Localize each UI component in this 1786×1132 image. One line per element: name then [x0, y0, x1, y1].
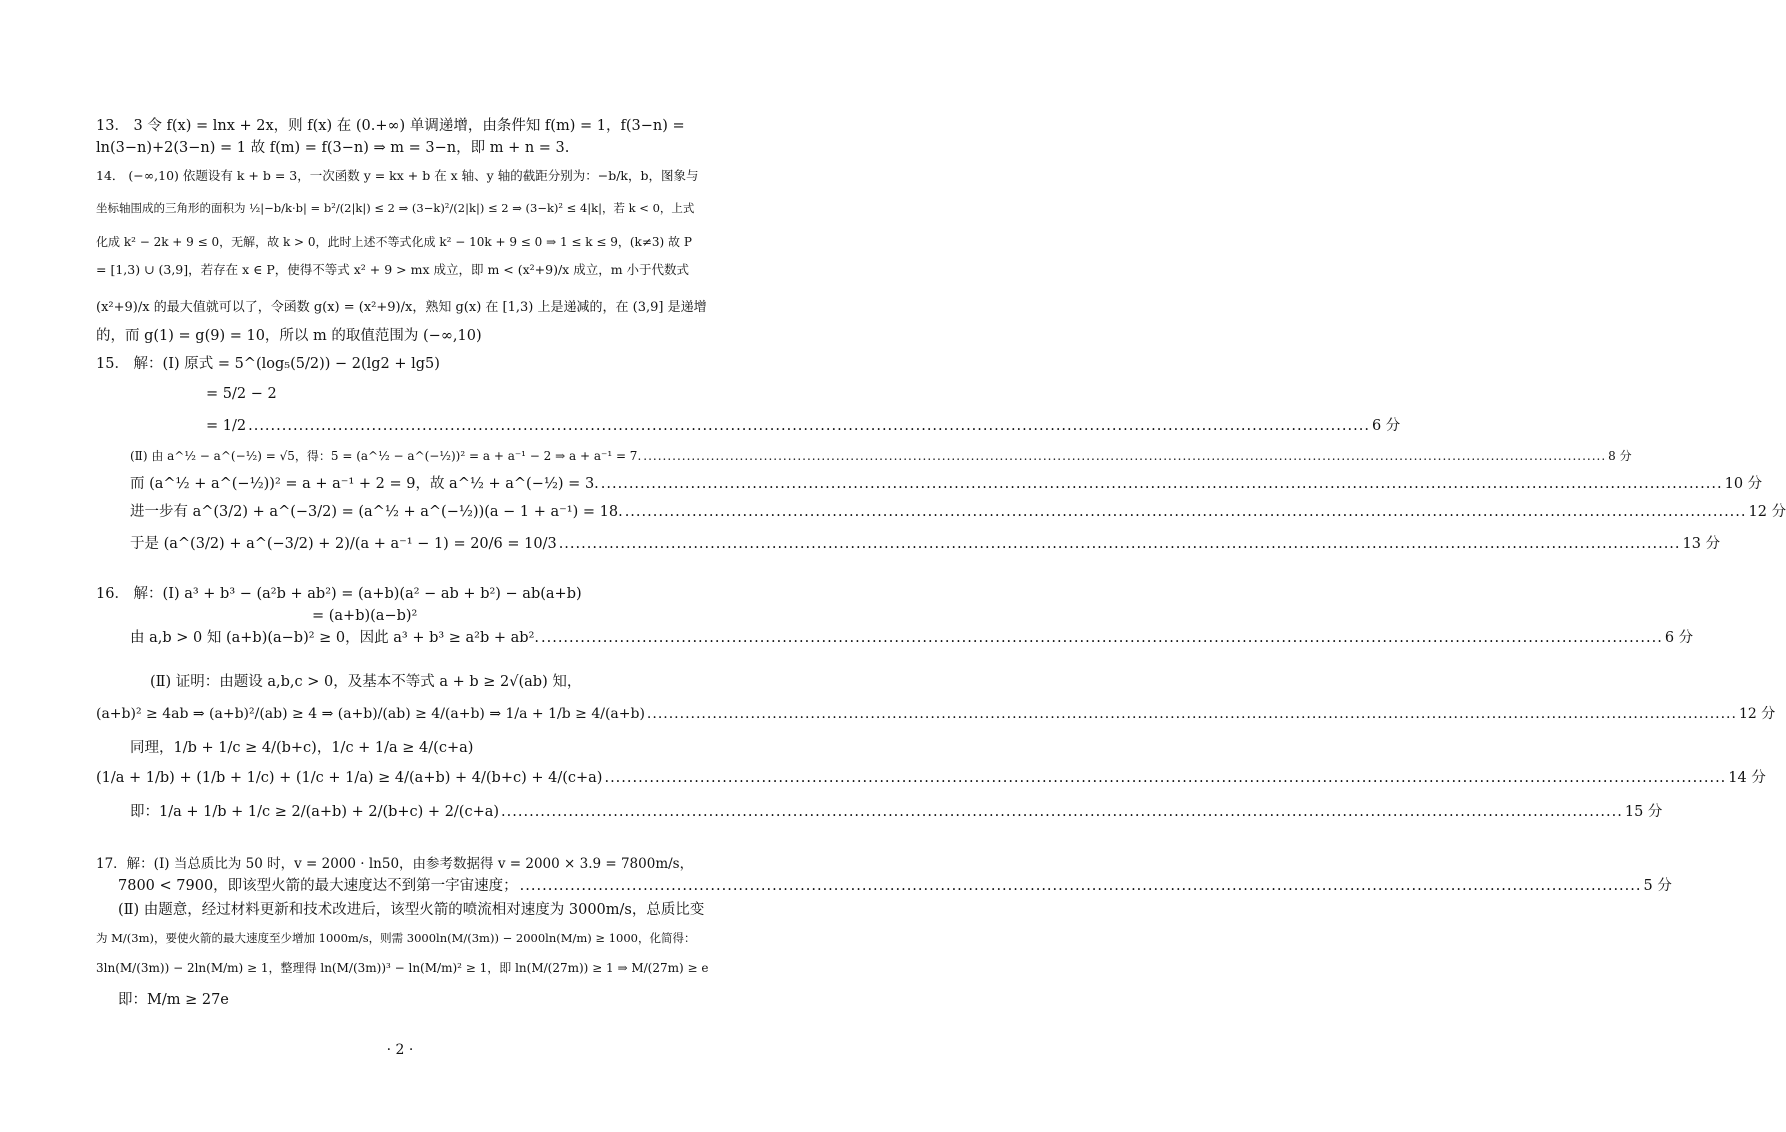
page-number: · 2 · [386, 1042, 414, 1058]
problem-16-line-2: = (a+b)(a−b)² [312, 608, 418, 624]
problem-16-line-1: 16． 解：(I) a³ + b³ − (a²b + ab²) = (a+b)(a² − ab + b²) − ab(a+b) [96, 586, 582, 602]
dot-leader: ........................................................................................................................................................................................................ [248, 418, 1370, 434]
score-label: 6 分 [1371, 418, 1401, 434]
expression: 进一步有 a^(3/2) + a^(−3/2) = (a^½ + a^(−½))(a − 1 + a⁻¹) = 18. [130, 504, 623, 520]
score-label: 15 分 [1624, 804, 1663, 820]
problem-14-line-3: 化成 k² − 2k + 9 ≤ 0，无解，故 k > 0，此时上述不等式化成 k² − 10k + 9 ≤ 0 ⇒ 1 ≤ k ≤ 9，(k≠3) 故 P [96, 235, 692, 249]
problem-14-line-4: = [1,3) ∪ (3,9]，若存在 x ∈ P，使得不等式 x² + 9 > mx 成立，即 m < (x²+9)/x 成立，m 小于代数式 [96, 262, 690, 277]
problem-16-line-3 [130, 628, 1694, 648]
score-label: 14 分 [1728, 770, 1766, 786]
problem-17-line-1: 17．解：(I) 当总质比为 50 时，v = 2000 · ln50，由参考数据得 v = 2000 × 3.9 = 7800m/s， [96, 856, 694, 872]
expression: 于是 (a^(3/2) + a^(−3/2) + 2)/(a + a⁻¹ − 1) = 20/6 = 10/3 [130, 536, 557, 552]
expression: 由 a,b > 0 知 (a+b)(a−b)² ≥ 0，因此 a³ + b³ ≥ a²b + ab². [130, 630, 539, 646]
score-label: 12 分 [1738, 706, 1776, 722]
problem-15-line-6 [130, 502, 1786, 522]
dot-leader: ........................................................................................................................................................................................................ [501, 804, 1623, 820]
dot-leader: ........................................................................................................................................................................................................ [541, 630, 1663, 646]
problem-14-line-5: (x²+9)/x 的最大值就可以了，令函数 g(x) = (x²+9)/x，熟知 g(x) 在 [1,3) 上是递减的，在 (3,9] 是递增 [96, 300, 707, 315]
problem-14-line-6: 的，而 g(1) = g(9) = 10，所以 m 的取值范围为 (−∞,10) [96, 328, 482, 344]
problem-15-line-1: 15． 解：(I) 原式 = 5^(log₅(5/2)) − 2(lg2 + lg5) [96, 356, 440, 372]
problem-14-line-2: 坐标轴围成的三角形的面积为 ½|−b/k·b| = b²/(2|k|) ≤ 2 ⇒ (3−k)²/(2|k|) ≤ 2 ⇒ (3−k)² ≤ 4|k|，若 k < 0，上式 [96, 201, 695, 215]
problem-14-line-1: 14． (−∞,10) 依题设有 k + b = 3，一次函数 y = kx + b 在 x 轴、y 轴的截距分别为：−b/k，b，图象与 [96, 168, 699, 183]
expression: (a+b)² ≥ 4ab ⇒ (a+b)²/(ab) ≥ 4 ⇒ (a+b)/(ab) ≥ 4/(a+b) ⇒ 1/a + 1/b ≥ 4/(a+b) [96, 706, 645, 722]
problem-17-line-3: (Ⅱ) 由题意，经过材料更新和技术改进后，该型火箭的喷流相对速度为 3000m/s，总质比变 [118, 902, 705, 918]
problem-13-line-2: ln(3−n)+2(3−n) = 1 故 f(m) = f(3−n) ⇒ m = 3−n，即 m + n = 3. [96, 140, 570, 156]
expression: 即：1/a + 1/b + 1/c ≥ 2/(a+b) + 2/(b+c) + 2/(c+a) [130, 804, 500, 820]
problem-17-line-5: 3ln(M/(3m)) − 2ln(M/m) ≥ 1，整理得 ln(M/(3m))³ − ln(M/m)² ≥ 1，即 ln(M/(27m)) ≥ 1 ⇒ M/(27m) ≥ e [96, 961, 709, 975]
problem-16-line-8 [130, 802, 1663, 822]
problem-16-line-6: 同理，1/b + 1/c ≥ 4/(b+c)，1/c + 1/a ≥ 4/(c+a) [130, 740, 474, 756]
expression: 而 (a^½ + a^(−½))² = a + a⁻¹ + 2 = 9，故 a^½ + a^(−½) = 3. [130, 476, 599, 492]
score-label: 13 分 [1682, 536, 1721, 552]
score-label: 10 分 [1724, 476, 1763, 492]
dot-leader: ........................................................................................................................................................................................................ [519, 878, 1642, 894]
problem-13-line-1: 13． 3 令 f(x) = lnx + 2x，则 f(x) 在 (0.+∞) 单调递增，由条件知 f(m) = 1，f(3−n) = [96, 118, 685, 134]
expression: 7800 < 7900，即该型火箭的最大速度达不到第一宇宙速度； [118, 878, 518, 894]
expression: (Ⅱ) 由 a^½ − a^(−½) = √5，得：5 = (a^½ − a^(−½))² = a + a⁻¹ − 2 ⇒ a + a⁻¹ = 7. [130, 449, 642, 463]
dot-leader: ........................................................................................................................................................................................................ [624, 504, 1747, 520]
dot-leader: ........................................................................................................................................................................................................ [643, 449, 1607, 463]
problem-16-line-7 [96, 768, 1766, 788]
score-label: 6 分 [1664, 630, 1694, 646]
problem-17-line-4: 为 M/(3m)，要使火箭的最大速度至少增加 1000m/s，则需 3000ln(M/(3m)) − 2000ln(M/m) ≥ 1000，化简得： [96, 931, 696, 945]
problem-17-line-2 [118, 876, 1672, 896]
problem-16-line-5 [96, 704, 1776, 724]
dot-leader: ........................................................................................................................................................................................................ [646, 706, 1737, 722]
dot-leader: ........................................................................................................................................................................................................ [604, 770, 1727, 786]
score-label: 12 分 [1748, 504, 1786, 520]
problem-16-line-4: (Ⅱ) 证明：由题设 a,b,c > 0，及基本不等式 a + b ≥ 2√(ab) 知， [150, 674, 582, 690]
expression: (1/a + 1/b) + (1/b + 1/c) + (1/c + 1/a) ≥ 4/(a+b) + 4/(b+c) + 4/(c+a) [96, 770, 603, 786]
expression: = 1/2 [206, 418, 247, 434]
dot-leader: ........................................................................................................................................................................................................ [558, 536, 1681, 552]
score-label: 8 分 [1608, 449, 1632, 463]
score-label: 5 分 [1643, 878, 1672, 894]
problem-17-line-6: 即：M/m ≥ 27e [118, 992, 229, 1008]
problem-15-line-4 [130, 446, 1632, 466]
dot-leader: ........................................................................................................................................................................................................ [600, 476, 1723, 492]
problem-15-line-5 [130, 474, 1763, 494]
problem-15-line-2: = 5/2 − 2 [206, 386, 277, 402]
problem-15-line-3 [206, 416, 1401, 436]
problem-15-line-7 [130, 534, 1721, 554]
